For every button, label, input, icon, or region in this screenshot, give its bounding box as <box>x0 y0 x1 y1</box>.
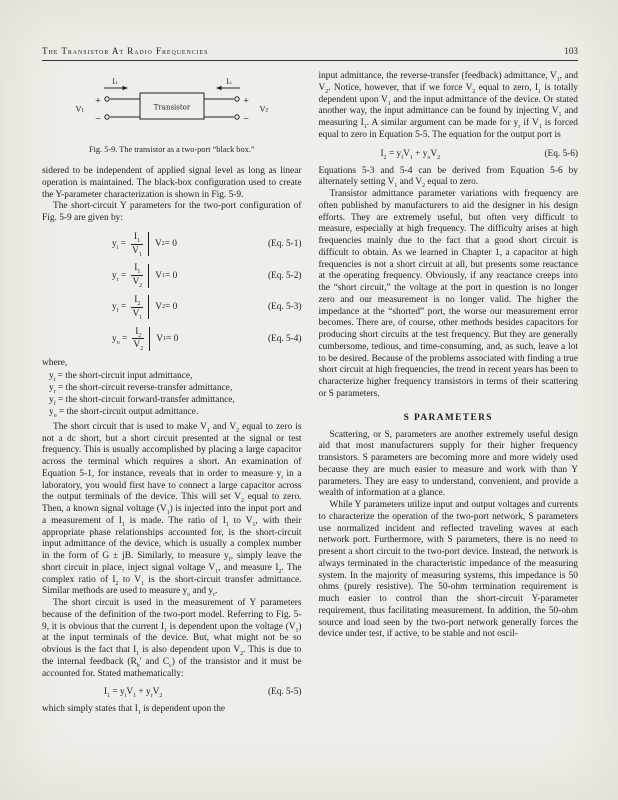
transistor-box-label: Transistor <box>153 103 190 112</box>
arrowhead-left-icon <box>216 86 222 90</box>
paragraph: which simply states that $I_1$ is dependent upon the <box>42 704 226 717</box>
fraction-numerator: $I_1$ <box>131 232 143 245</box>
terminal <box>235 115 239 119</box>
definition-list <box>42 371 302 419</box>
polarity-plus-right: + <box>242 95 249 105</box>
fraction-numerator: $I_1$ <box>131 263 143 276</box>
paragraph: sidered to be independent of applied signal level as long as linear operation is maintained. The black-box configuration used to create the Y-parameter characterization is shown in Fig. 5-9. <box>42 166 302 200</box>
polarity-minus-left: − <box>94 114 101 123</box>
equation-number: (Eq. 5-4) <box>267 333 302 344</box>
right-column <box>319 71 579 716</box>
equation-body <box>112 295 177 320</box>
fraction-denominator: $V_2$ <box>133 340 144 353</box>
equation-condition: V 2 = 0 <box>148 295 177 319</box>
display-equation-5-3 <box>42 295 302 320</box>
where-label: where, <box>42 358 68 369</box>
two-port-diagram <box>52 73 292 135</box>
equation-condition: V 2 = 0 <box>148 232 177 256</box>
terminal <box>105 97 109 101</box>
definition-item: $y_i$ = the short-circuit input admittance, <box>49 371 193 383</box>
display-equation-5-6 <box>319 149 579 159</box>
paragraph: Scattering, or S, parameters are another extremely useful design aid that most manufacturers supply for their higher frequency transistors. S parameters are becoming more and more widely used because they are much easier to measure and work with than Y parameters. They are easy to understand, convenient, and provide a wealth of information at a glance. <box>318 429 578 499</box>
header-rule <box>42 60 578 61</box>
two-column-layout <box>42 71 578 716</box>
paragraph: Transistor admittance parameter variations with frequency are often published by manufacturers to aid the designer in his design efforts. They are extremely useful, but often very difficult to measure, especially at high frequency. The difficulty arises at high frequencies mainly due to the fact that a good short circuit is difficult to obtain. As we learned in Chapter 1, a capacitor at high frequencies is not a short circuit at all, but presents some reactance at the operating frequency. Obviously, if any reactance creeps into the “short circuit,” the voltage at the port in question is no longer zero and our measurement is no longer valid. The higher the impedance at the “shorted” port, the worse our measurement error becomes. There are, of course, other methods besides capacitors for producing short circuits at the test frequency. But they are generally cumbersome, tedious, and time-consuming, and, as such, leave a lot to be desired. Because of the problems associated with finding a true short circuit at high frequencies, the trend in recent years has been to characterize higher frequency transistors in terms of their scattering or S parameters. <box>318 189 578 399</box>
definition-item: $y_o$ = the short-circuit output admittance. <box>49 406 199 419</box>
equation-fraction <box>131 295 143 320</box>
equation-lhs: $y_f$ = <box>112 302 127 315</box>
fraction-numerator: $I_2$ <box>131 295 143 308</box>
figure-5-9 <box>42 73 302 154</box>
fraction-denominator: $V_1$ <box>132 308 143 321</box>
fraction-denominator: $V_1$ <box>132 245 142 258</box>
display-equation-5-5 <box>42 687 302 700</box>
running-header-title: The Transistor At Radio Frequencies <box>42 46 209 56</box>
polarity-plus-left: + <box>94 95 101 105</box>
display-equation-5-2 <box>42 263 302 288</box>
equation-fraction <box>131 232 143 257</box>
equation-number: (Eq. 5-5) <box>267 687 302 698</box>
equation-body: $I_2 = y_fV_1 + y_oV_2$ <box>380 148 441 161</box>
arrowheads <box>122 86 221 90</box>
equation-lhs: $y_r$ = <box>112 270 127 283</box>
paragraph: The short circuit that is used to make $V_1$ and $V_2$ equal to zero is not a dc short, but a short circuit presented at the signal or test frequency. This is usually accomplished by placing a large capacitor across the terminal which requires a short. An examination of Equation 5-1, for instance, reveals that in order to measure $y_i$ in a laboratory, you would first have to connect a large capacitor across the output terminals of the device. This will set $V_2$ equal to zero. Then, a known signal voltage $(V_1)$ is injected into the input port and a measurement of $I_1$ is made. The ratio of $I_1$ to $V_1$, with their appropriate phase relationships accounted for, is the short-circuit input admittance of the device, which is usually a complex number in the form of G ± jB. Similarly, to measure $y_f$, simply leave the short circuit in place, inject signal voltage $V_1$, and measure $I_2$. The complex ratio of $I_2$ to $V_1$ is the short-circuit transfer admittance. Similar methods are used to measure $y_o$ and $y_r$. <box>42 421 302 599</box>
paragraph: The short-circuit Y parameters for the two-port configuration of Fig. 5-9 are given by: <box>42 201 302 223</box>
equation-lhs: $y_i$ = <box>112 239 126 251</box>
equation-body: $I_1 = y_iV_1 + y_rV_2$ <box>104 687 163 700</box>
paragraph: input admittance, the reverse-transfer (feedback) admittance, $V_1$, and $V_2$. Notice, however, that if we force $V_2$ equal to zero, $I_1$ is totally dependent upon $V_1$ and the input admittance of the device. Or stated another way, the input admittance can be found by injecting $V_1$ and measuring $I_1$. A similar argument can be made for $y_r$ if $V_1$ is forced equal to zero in Equation 5-5. The equation for the output port is <box>318 71 578 140</box>
display-equation-5-4 <box>42 327 302 352</box>
terminal <box>105 115 109 119</box>
equation-lhs: $y_o$ = <box>112 333 128 346</box>
left-column <box>42 71 302 716</box>
section-heading-s-parameters: S PARAMETERS <box>403 412 493 423</box>
equation-body <box>112 263 177 288</box>
equation-condition: V 1 = 0 <box>149 327 178 351</box>
page-number: 103 <box>564 46 578 56</box>
label-v2: V₂ <box>259 104 268 114</box>
equation-body <box>112 327 178 352</box>
equation-body <box>112 232 177 257</box>
label-v1: V₁ <box>75 104 84 114</box>
fraction-numerator: $I_2$ <box>132 327 144 340</box>
definition-item: $y_r$ = the short-circuit reverse-transfer admittance, <box>49 382 233 395</box>
terminal <box>235 97 239 101</box>
paragraph: Equations 5-3 and 5-4 can be derived from Equation 5-6 by alternately setting $V_1$ and $V_2$ equal to zero. <box>318 165 578 190</box>
polarity-minus-right: − <box>242 114 249 123</box>
fraction-denominator: $V_2$ <box>132 277 143 290</box>
figure-caption: Fig. 5-9. The transistor as a two-port “black box.” <box>88 145 255 154</box>
equation-number: (Eq. 5-6) <box>544 148 578 159</box>
paragraph: The short circuit is used in the measurement of Y parameters because of the definition of the two-port model. Referring to Fig. 5-9, it is obvious that the current $I_1$ is dependent upon the voltage $(V_1)$ at the input terminals of the device. But, what might not be so obvious is the fact that $I_1$ is also dependent upon $V_2$. This is due to the internal feedback ($R_b'$ and $C_c$) of the transistor and it must be accounted for. Stated mathematically: <box>42 598 302 679</box>
definition-item: $y_f$ = the short-circuit forward-transfer admittance, <box>49 394 235 407</box>
equation-number: (Eq. 5-2) <box>267 270 302 281</box>
display-equation-5-1 <box>42 232 302 257</box>
equation-number: (Eq. 5-3) <box>267 302 302 313</box>
page-header <box>42 46 578 56</box>
label-i1: I₁ <box>111 78 118 86</box>
equation-fraction <box>132 327 144 352</box>
arrowhead-right-icon <box>122 86 128 90</box>
label-i2: I₂ <box>225 78 232 86</box>
equation-condition: V 1 = 0 <box>148 264 177 288</box>
paragraph: While Y parameters utilize input and output voltages and currents to characterize the operation of the two-port network, S parameters use normalized incident and reflected traveling waves at each network port. Furthermore, with S parameters, there is no need to present a short circuit to the two-port device. Instead, the network is always terminated in the characteristic impedance of the measuring system. In the majority of measuring systems, this impedance is 50 ohms (purely resistive). The 50-ohm termination requirement is much easier to control than the short-circuit Y-parameter requirement, thus facilitating measurement. In addition, the 50-ohm source and load seen by the two-port network generally forces the device under test, if active, to be stable and not oscil- <box>318 500 578 640</box>
equation-fraction <box>131 263 143 288</box>
equation-number: (Eq. 5-1) <box>267 239 302 250</box>
